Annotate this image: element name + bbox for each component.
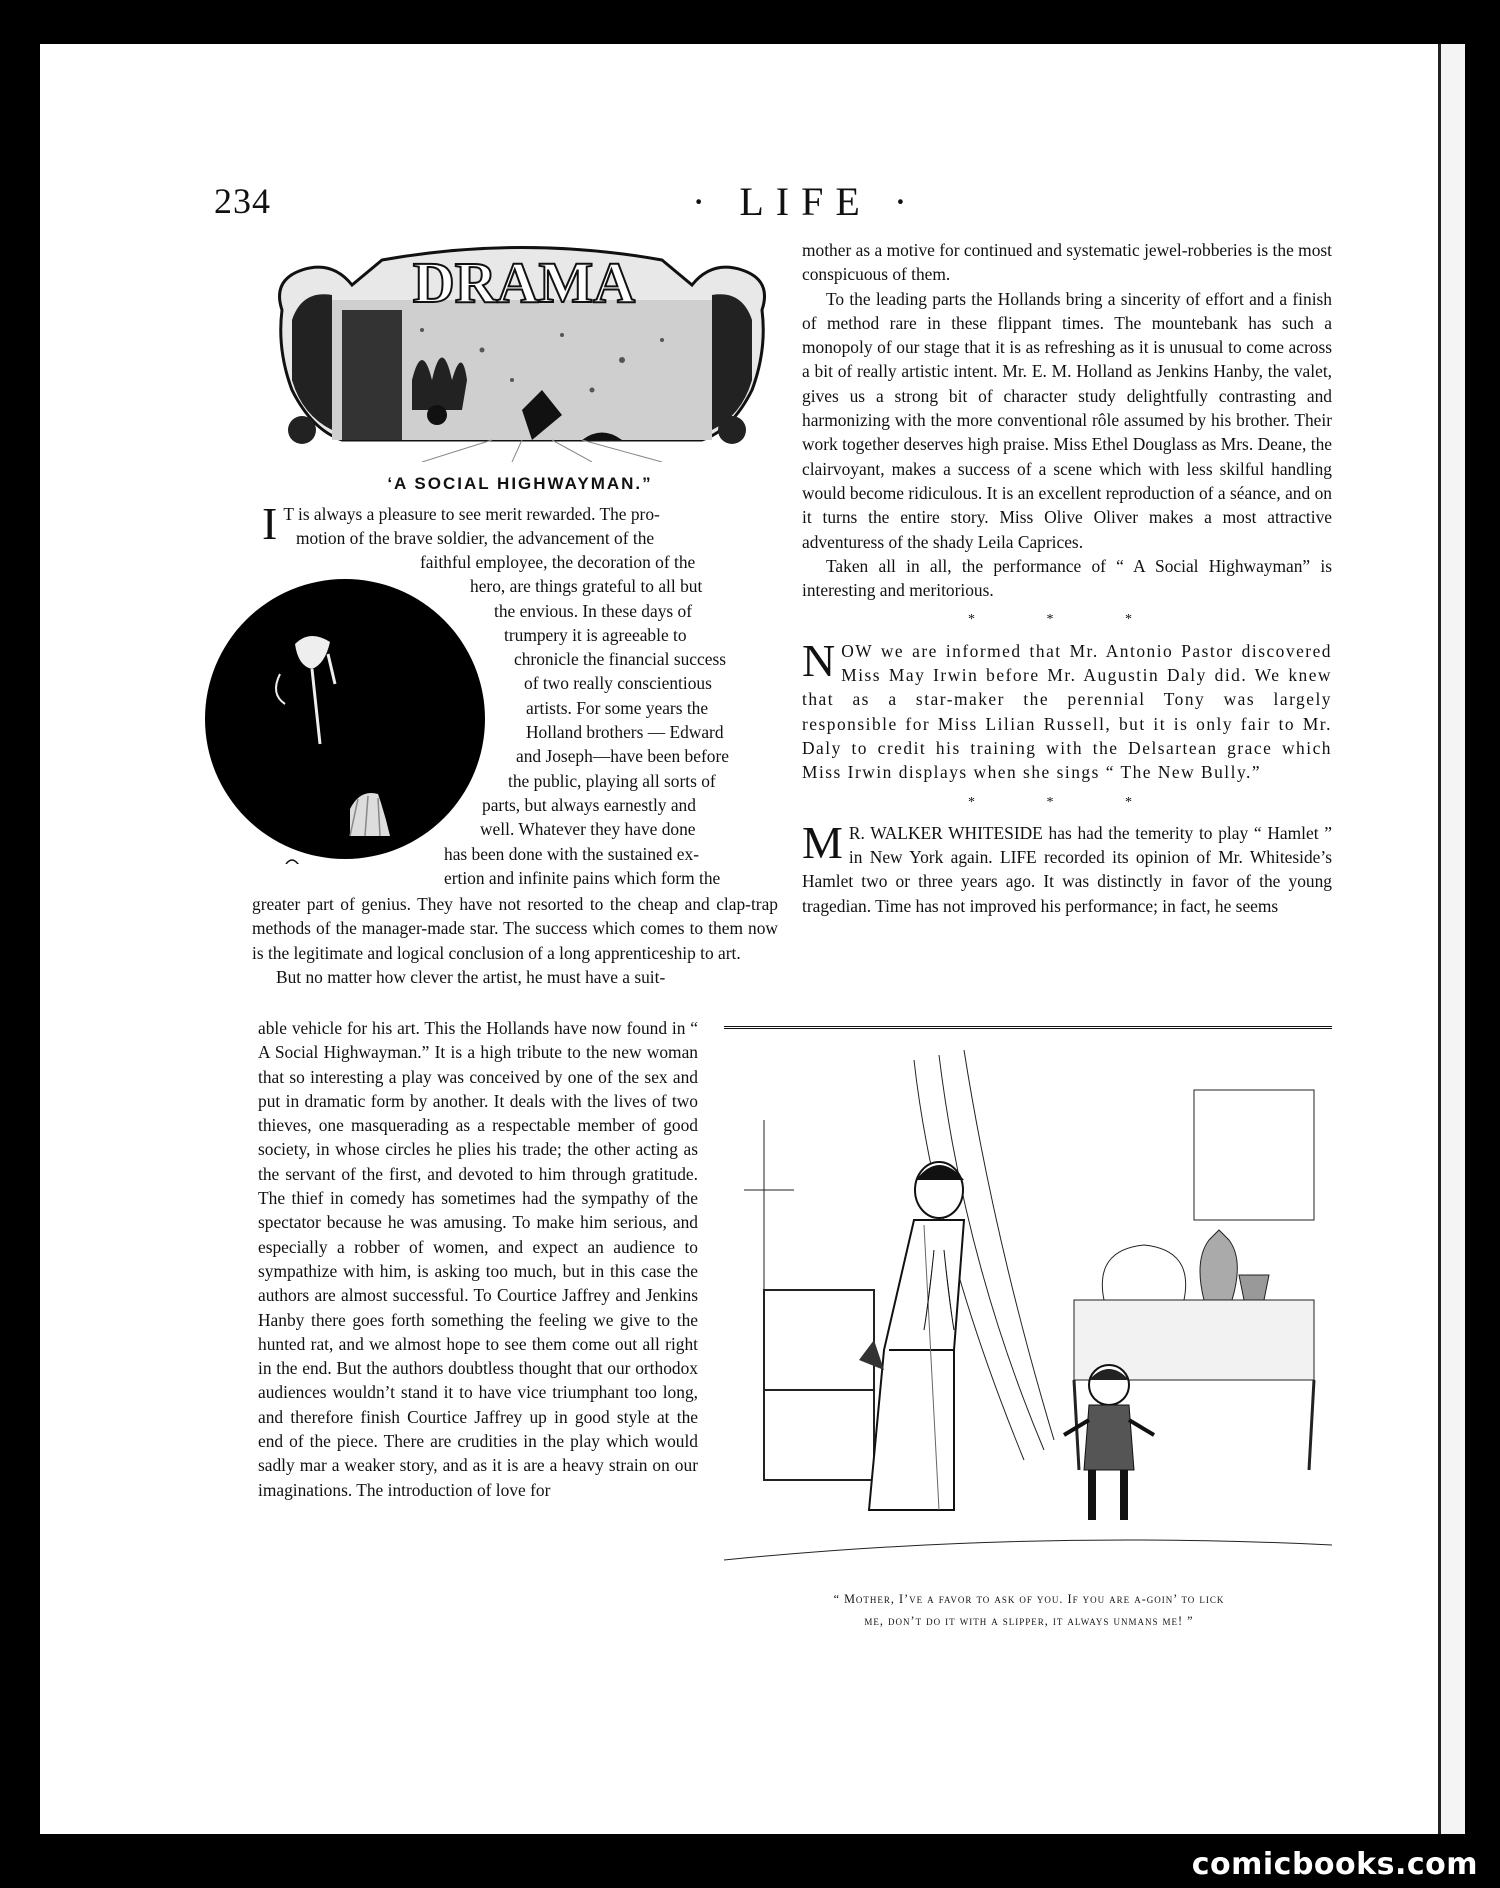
drop-cap-i: I: [262, 498, 278, 549]
wrap-line: Holland brothers — Edward: [526, 722, 724, 743]
drop-cap-m: M: [802, 816, 843, 868]
adjacent-page-edge: [1438, 44, 1465, 1834]
wrap-line: the public, playing all sorts of: [508, 770, 716, 791]
drop-cap-n: N: [802, 634, 836, 686]
section-divider-stars: * * *: [968, 794, 1166, 810]
wrap-line: the envious. In these days of: [494, 600, 693, 621]
col2-paragraph-3: Taken all in all, the performance of “ A Social Highwayman” is interesting and meritorious.: [802, 555, 1332, 601]
intro-line-1: T is always a pleasure to see merit rewarded. The pro-: [283, 504, 660, 524]
cartoon-caption: [714, 1588, 1344, 1632]
drama-banner-illustration: [262, 240, 782, 462]
column-1-lower: [258, 1016, 698, 1502]
cartoon-illustration: [724, 1040, 1332, 1572]
col2-paragraph-2: To the leading parts the Hollands bring a sincerity of effort and a finish of method rare in these flippant times. The mountebank has such a monopoly of our stage that it is as refreshing as it is unusual to come across a bit of really artistic intent. Mr. E. M. Holland as Jenkins Hanby, the valet, gives us a strong bit of character study delightfully contrasting and harmonizing with the more conventional rôle assumed by his brother. Their work together deserves high praise. Miss Ethel Douglass as Mrs. Deane, the clairvoyant, makes a success of a scene which with less skilful handling would become ridiculous. It is an excellent reproduction of a séance, and on it turns the entire story. Miss Olive Oliver makes a most attractive adventuress of the shady Leila Caprices.: [802, 288, 1332, 552]
wrap-line: hero, are things grateful to all but: [470, 576, 703, 597]
wrap-line: of two really conscientious: [524, 673, 712, 694]
wrap-line: parts, but always earnestly and: [482, 794, 696, 815]
body-paragraph-2-lead: But no matter how clever the artist, he must have a suit-: [276, 966, 666, 987]
body-paragraph-1-tail: greater part of genius. They have not resorted to the cheap and clap-trap methods of the manager-made star. The success which comes to them now is the legitimate and logical conclusion of a long apprenticeship to art.: [252, 894, 778, 963]
masthead-title: · LIFE ·: [692, 179, 920, 224]
cartoon-top-rule: [724, 1026, 1332, 1029]
page-number: 234: [214, 181, 271, 221]
wrap-line: artists. For some years the: [526, 697, 709, 718]
whiteside-text: R. WALKER WHITESIDE has had the temerity to play “ Hamlet ” in New York again. LIFE recorded its opinion of Mr. Whiteside’s Hamlet two or three years ago. It was distinctly in favor of the young tragedian. Time has not improved his performance; in fact, he seems: [802, 822, 1332, 916]
body-paragraph-2-rest: able vehicle for his art. This the Hollands have now found in “ A Social Highwayman.” It is a high tribute to the new woman that so interesting a play was conceived by one of the sex and put in dramatic form by another. It deals with the lives of two thieves, one masquerading as a respectable member of good society, in whose circles he plies his trade; the other acting as the servant of the first, and devoted to him through gratitude. The thief in comedy has sometimes had the sympathy of the spectator because he was amusing. To make him serious, and especially a robber of women, and expect an audience to sympathize with him, is asking too much, but in this case the authors are almost successful. To Courtice Jaffrey and Jenkins Hanby there goes forth something the feeling we give to the hunted rat, and we almost hope to see them come out all right in the end. But the authors doubtless thought that our orthodox audiences wouldn’t stand it to have vice triumphant too long, and therefore finish Courtice Jaffrey up in good style at the end of the piece. There are crudities in the play which would sadly mar a weaker story, and as it is are a heavy strain on our imaginations. The introduction of love for: [258, 1018, 698, 1500]
col2-paragraph-1: mother as a motive for continued and systematic jewel-robberies is the most conspicuous of them.: [802, 240, 1332, 285]
intro-line-2: motion of the brave soldier, the advancement of the: [296, 528, 655, 549]
col2-paragraph-whiteside: [802, 816, 1332, 918]
site-watermark: comicbooks.com: [1191, 1847, 1478, 1882]
column-2: [802, 238, 1332, 918]
wrap-line: chronicle the financial success: [514, 649, 726, 670]
pastor-text: OW we are informed that Mr. Antonio Pastor discovered Miss May Irwin before Mr. Augustin Daly did. We knew that as a star-maker the perennial Tony was largely responsible for Miss Lilian Russell, but it is only fair to Mr. Daly to credit his training with the Delsartean grace which Miss Irwin displays when she sings “ The New Bully.”: [802, 640, 1332, 783]
caption-line-2: me, don’t do it with a slipper, it always unmans me! ”: [864, 1614, 1194, 1628]
banner-word: DRAMA: [412, 250, 636, 315]
wrap-line: has been done with the sustained ex-: [444, 843, 699, 864]
wrap-line: well. Whatever they have done: [480, 819, 696, 840]
column-1-wrap-a: [420, 550, 778, 890]
column-1-body: [252, 892, 778, 989]
column-1-intro: [262, 498, 778, 551]
wrap-line: and Joseph—have been before: [516, 746, 729, 767]
wrap-line: trumpery it is agreeable to: [504, 624, 687, 645]
caption-line-1: “ Mother, I’ve a favor to ask of you. If you are a-goin’ to lick: [833, 1592, 1225, 1606]
section-divider-stars: * * *: [968, 612, 1166, 628]
wrap-line: ertion and infinite pains which form the: [444, 867, 721, 888]
article-headline: ‘A SOCIAL HIGHWAYMAN.”: [387, 474, 653, 493]
wrap-line: faithful employee, the decoration of the: [420, 552, 696, 572]
col2-paragraph-pastor: [802, 634, 1332, 785]
